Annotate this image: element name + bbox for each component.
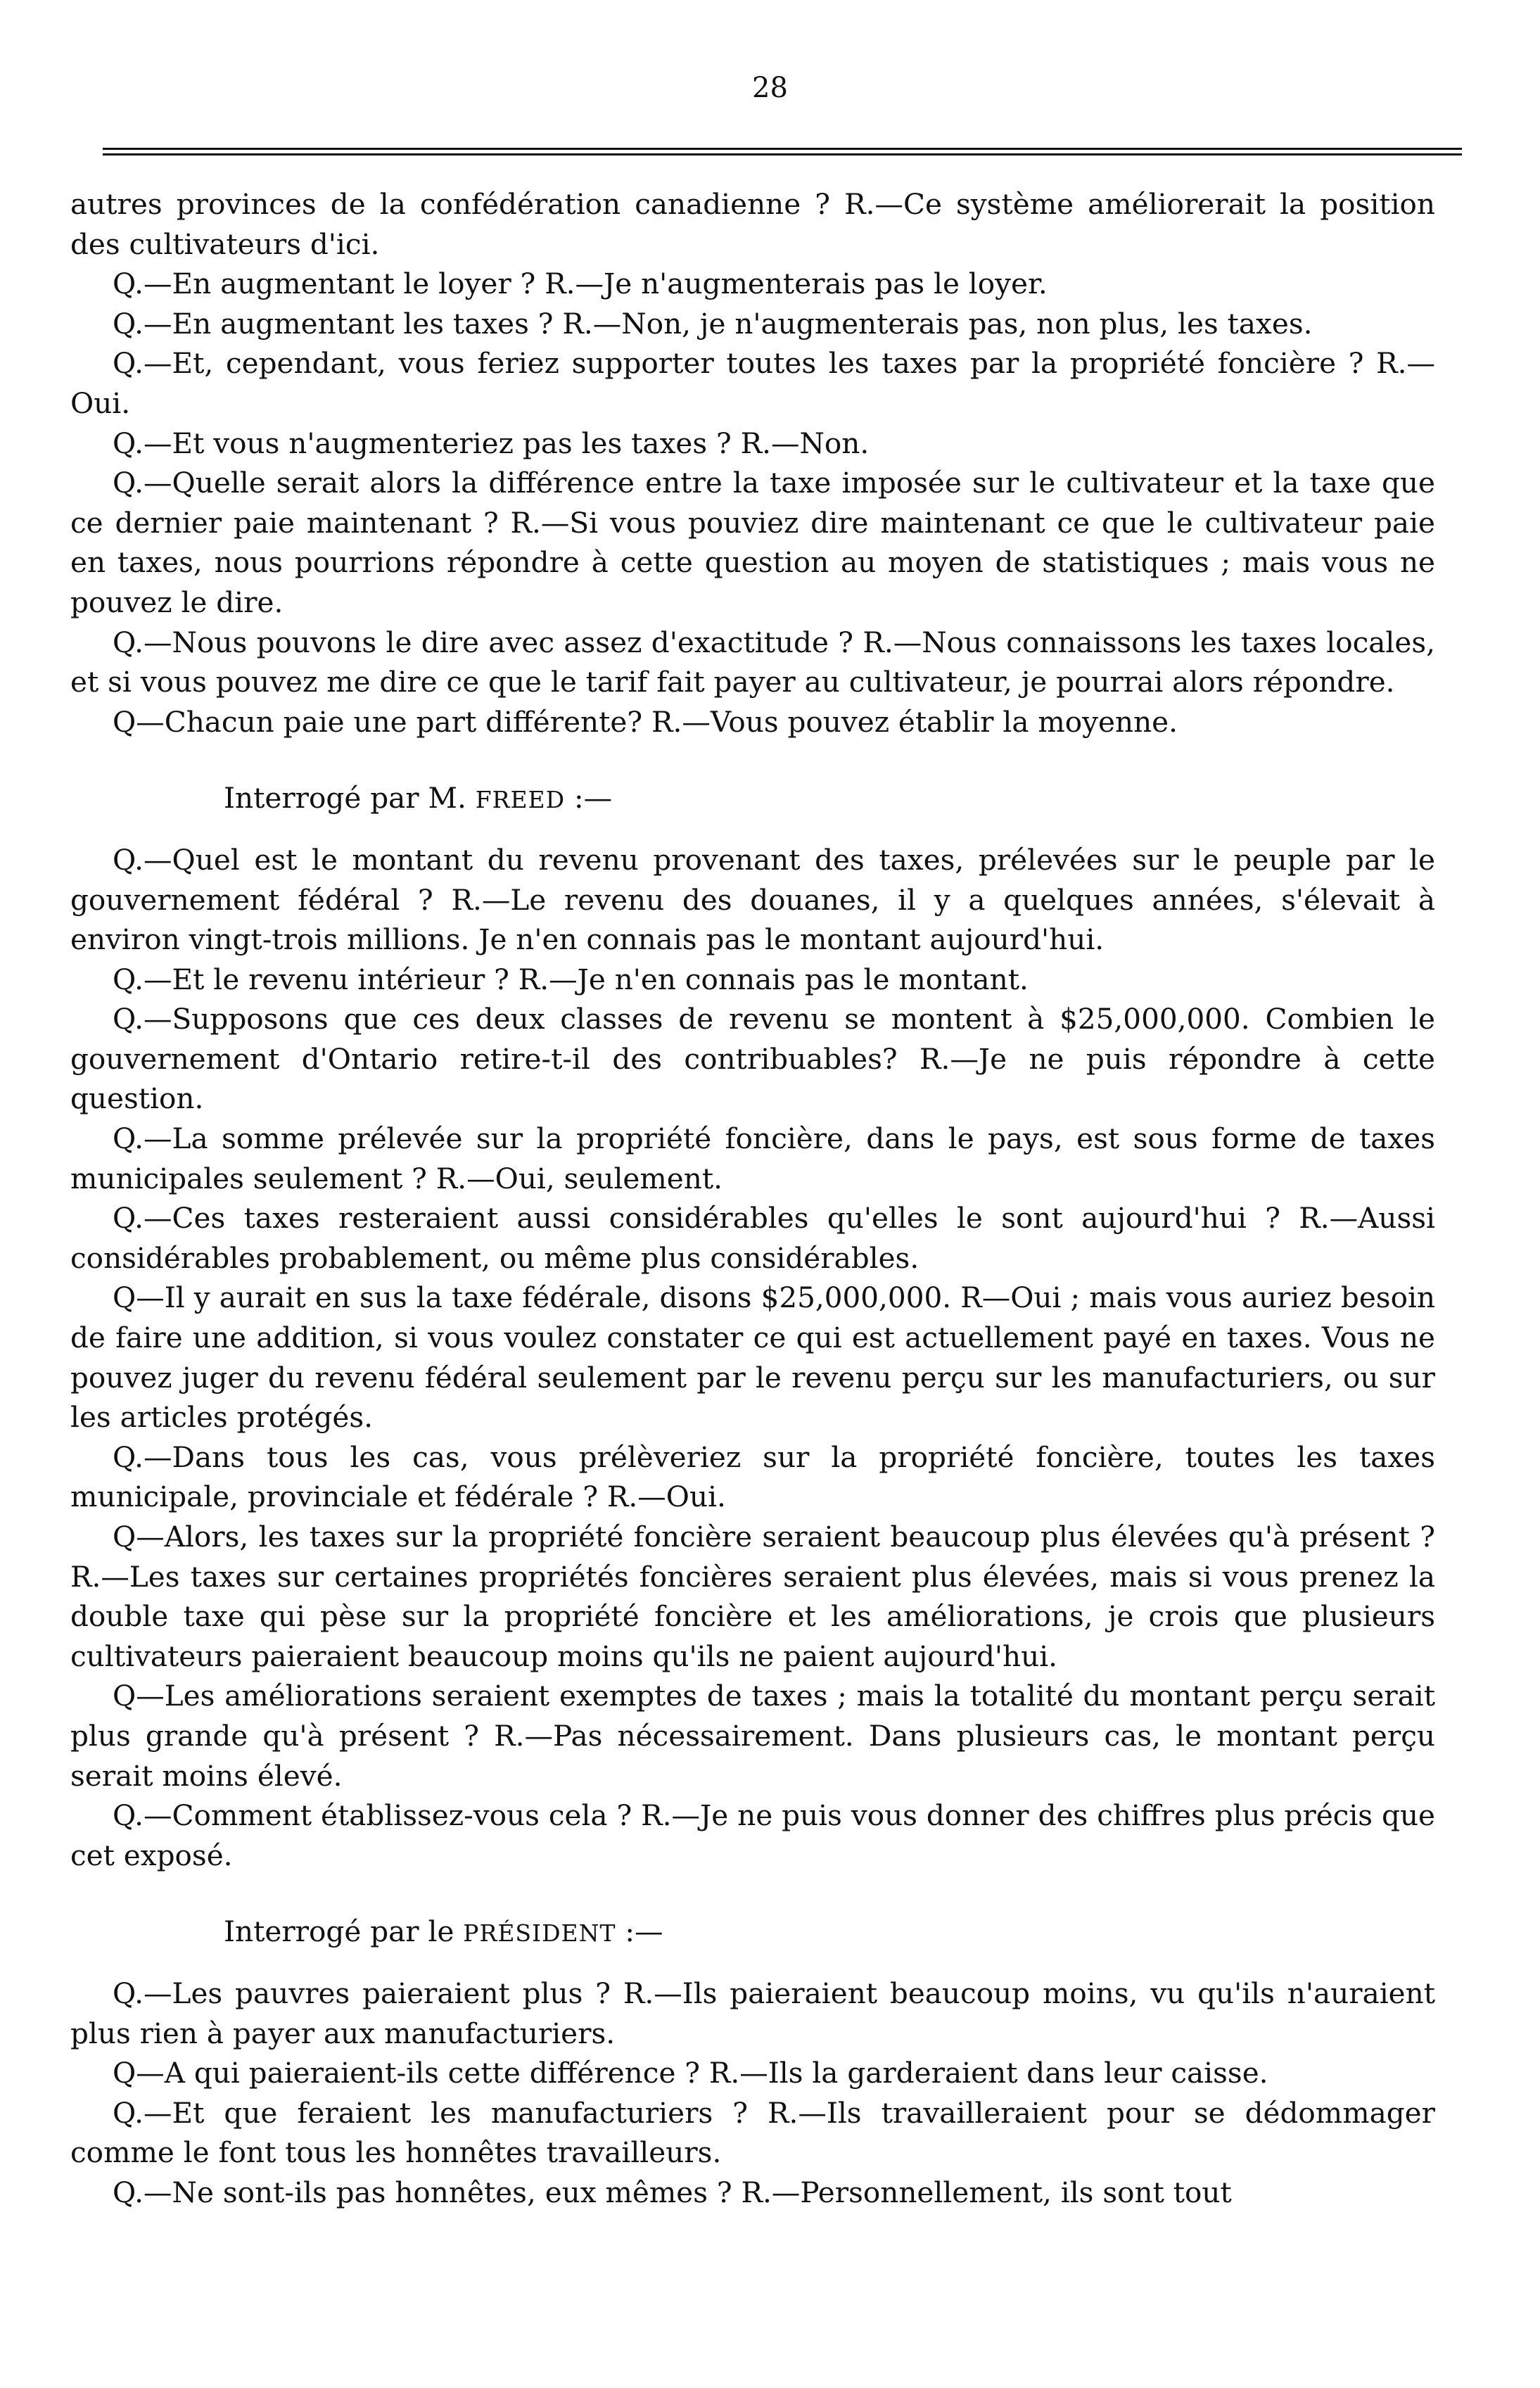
paragraph: Q—A qui paieraient-ils cette différence ? R.—Ils la garderaient dans leur caisse.	[113, 2056, 1268, 2090]
page-number: 28	[752, 72, 788, 104]
examiner-name: FREED	[475, 786, 566, 814]
header-rule-top	[103, 148, 1462, 150]
paragraph: Q.—Et vous n'augmenteriez pas les taxes ? R.—Non.	[113, 426, 870, 460]
paragraph: Q—Alors, les taxes sur la propriété foncière seraient beaucoup plus élevées qu'à présent ? R.—Les taxes sur certaines propriétés foncières seraient plus élevées, mais si vous prenez la double taxe qui pèse sur la propriété foncière et les améliorations, je crois que plusieurs cultivateurs paieraient beaucoup moins qu'ils ne paient aujourd'hui.	[70, 1520, 1435, 1673]
paragraph: Q.—Ne sont-ils pas honnêtes, eux mêmes ? R.—Personnellement, ils sont tout	[113, 2175, 1232, 2209]
examiner-name: PRÉSIDENT	[463, 1919, 616, 1948]
paragraph: Q—Il y aurait en sus la taxe fédérale, disons $25,000,000. R—Oui ; mais vous auriez besoin de faire une addition, si vous voulez constater ce qui est actuellement payé en taxes. Vous ne pouvez juger du revenu fédéral seulement par le revenu perçu sur les manufacturiers, ou sur les articles protégés.	[70, 1281, 1435, 1435]
header-rule-bottom	[103, 153, 1462, 155]
paragraph: autres provinces de la confédération canadienne ? R.—Ce système améliorerait la position des cultivateurs d'ici.	[70, 187, 1435, 261]
paragraph: Q.—Supposons que ces deux classes de revenu se montent à $25,000,000. Combien le gouvernement d'Ontario retire-t-il des contribuables? R.—Je ne puis répondre à cette question.	[70, 1002, 1435, 1116]
paragraph: Q.—Quel est le montant du revenu provenant des taxes, prélevées sur le peuple par le gouvernement fédéral ? R.—Le revenu des douanes, il y a quelques années, s'élevait à environ vingt-trois millions. Je n'en connais pas le montant aujourd'hui.	[70, 842, 1435, 957]
paragraph: Q.—Ces taxes resteraient aussi considérables qu'elles le sont aujourd'hui ? R.—Aussi considérables probablement, ou même plus considérables.	[70, 1201, 1435, 1275]
heading-prefix: Interrogé par le	[224, 1914, 464, 1949]
paragraph: Q.—Les pauvres paieraient plus ? R.—Ils paieraient beaucoup moins, vu qu'ils n'auraient plus rien à payer aux manufacturiers.	[70, 1976, 1435, 2050]
paragraph: Q—Les améliorations seraient exemptes de taxes ; mais la totalité du montant perçu serait plus grande qu'à présent ? R.—Pas nécessairement. Dans plusieurs cas, le montant perçu serait moins élevé.	[70, 1679, 1435, 1793]
paragraph: Q.—Et que feraient les manufacturiers ? R.—Ils travailleraient pour se dédommager comme le font tous les honnêtes travailleurs.	[70, 2095, 1435, 2170]
body-text	[70, 184, 1435, 2213]
heading-suffix: :—	[565, 781, 613, 815]
paragraph: Q.—Comment établissez-vous cela ? R.—Je ne puis vous donner des chiffres plus précis que cet exposé.	[70, 1798, 1435, 1872]
paragraph: Q.—Dans tous les cas, vous prélèveriez sur la propriété foncière, toutes les taxes municipale, provinciale et fédérale ? R.—Oui.	[70, 1440, 1435, 1514]
paragraph: Q—Chacun paie une part différente? R.—Vous pouvez établir la moyenne.	[113, 704, 1178, 739]
section-heading-freed	[70, 778, 1435, 820]
paragraph: Q.—Et, cependant, vous feriez supporter toutes les taxes par la propriété foncière ? R.—Oui.	[70, 346, 1435, 420]
paragraph: Q.—Et le revenu intérieur ? R.—Je n'en connais pas le montant.	[113, 962, 1029, 996]
section-heading-president	[70, 1912, 1435, 1954]
paragraph: Q.—En augmentant le loyer ? R.—Je n'augmenterais pas le loyer.	[113, 267, 1048, 301]
paragraph: Q.—Quelle serait alors la différence entre la taxe imposée sur le cultivateur et la taxe que ce dernier paie maintenant ? R.—Si vous pouviez dire maintenant ce que le cultivateur paie en taxes, nous pourrions répondre à cette question au moyen de statistiques ; mais vous ne pouvez le dire.	[70, 466, 1435, 619]
paragraph: Q.—La somme prélevée sur la propriété foncière, dans le pays, est sous forme de taxes municipales seulement ? R.—Oui, seulement.	[70, 1122, 1435, 1195]
heading-prefix: Interrogé par M.	[224, 781, 476, 815]
paragraph: Q.—Nous pouvons le dire avec assez d'exactitude ? R.—Nous connaissons les taxes locales, et si vous pouvez me dire ce que le tarif fait payer au cultivateur, je pourrai alors répondre.	[70, 625, 1435, 699]
paragraph: Q.—En augmentant les taxes ? R.—Non, je n'augmenterais pas, non plus, les taxes.	[113, 306, 1313, 341]
heading-suffix: :—	[616, 1914, 663, 1949]
